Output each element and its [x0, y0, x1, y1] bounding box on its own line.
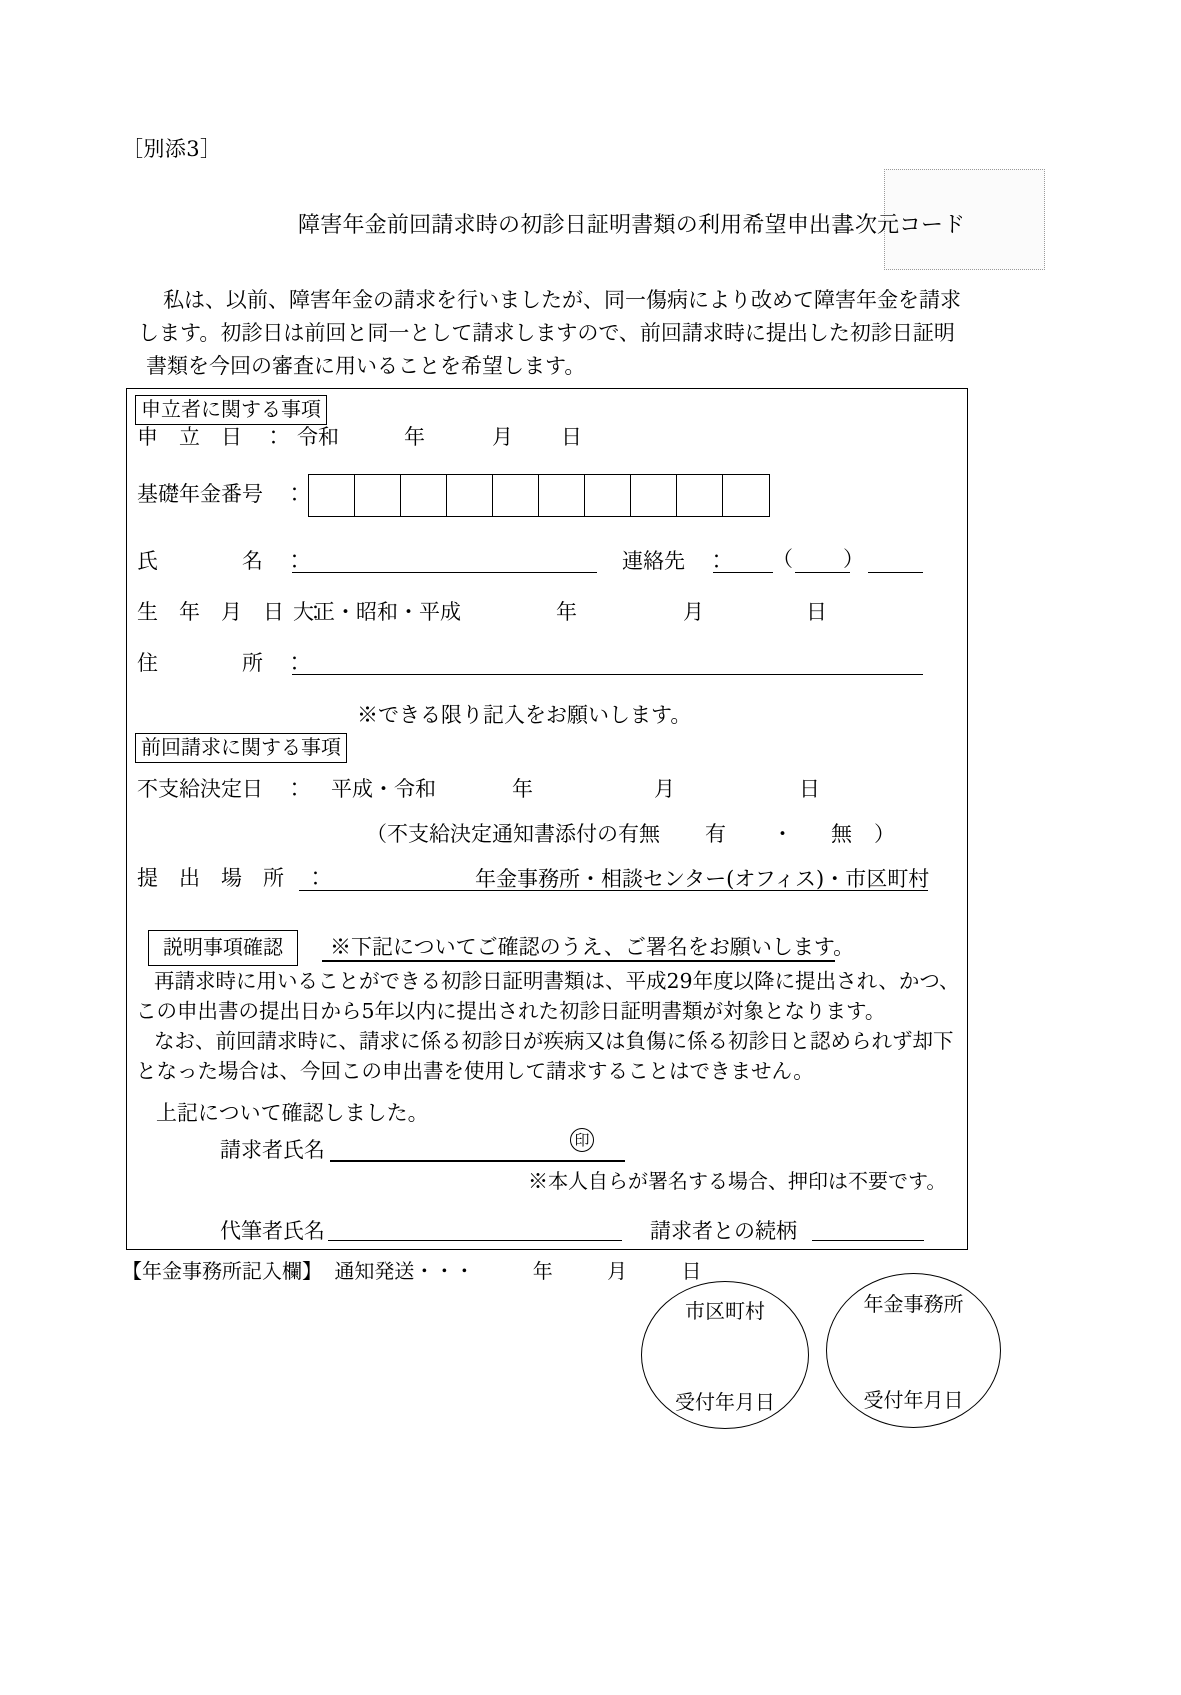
proxy-name-rule[interactable]: [328, 1240, 622, 1241]
intro-line-3: 書類を今回の審査に用いることを希望します。: [146, 354, 586, 378]
office-month-unit: 月: [607, 1259, 628, 1283]
office-use-row: [122, 1255, 701, 1284]
stamp-city-title: 市区町村: [685, 1299, 765, 1323]
pension-number-cell[interactable]: [401, 475, 447, 516]
stamp-area-pension-office: [826, 1273, 1001, 1428]
notice-attached-text-close: ）: [874, 822, 895, 846]
pension-number-input-grid[interactable]: [308, 474, 770, 517]
page-title: 障害年金前回請求時の初診日証明書類の利用希望申出書: [298, 213, 854, 238]
fill-in-note: ※できる限り記入をお願いします。: [357, 703, 692, 727]
section-heading-applicant: 申立者に関する事項: [135, 395, 327, 425]
birthdate-day-unit: 日: [806, 600, 827, 624]
confirmation-heading: ※下記についてご確認のうえ、ご署名をお願いします。: [330, 935, 855, 959]
notice-attached-no[interactable]: 無: [831, 822, 852, 846]
acknowledgement-text: 上記について確認しました。: [156, 1101, 429, 1125]
intro-line-1: 私は、以前、障害年金の請求を行いましたが、同一傷病により改めて障害年金を請求: [163, 288, 961, 312]
contact-paren-open: （: [772, 547, 793, 571]
notice-attached-yes[interactable]: 有: [705, 822, 726, 846]
submission-place-label: 提 出 場 所 ：: [137, 866, 326, 890]
filing-date-year-unit: 年: [404, 425, 425, 449]
denial-date-label: 不支給決定日 ：: [137, 777, 305, 801]
pension-number-cell[interactable]: [447, 475, 493, 516]
contact-label: 連絡先 ：: [622, 549, 727, 573]
name-input-rule[interactable]: [292, 572, 597, 573]
address-input-rule[interactable]: [292, 674, 923, 675]
stamp-office-title: 年金事務所: [863, 1292, 964, 1316]
name-label: 氏 名 ：: [137, 549, 305, 573]
section-heading-previous-claim: 前回請求に関する事項: [135, 733, 347, 763]
denial-date-day-unit: 日: [799, 777, 820, 801]
pension-number-cell[interactable]: [493, 475, 539, 516]
contact-input-rule-2[interactable]: [795, 572, 850, 573]
intro-paragraph: [130, 284, 970, 383]
explanation-p1-line2: この申出書の提出日から5年以内に提出された初診日証明書類が対象となります。: [136, 999, 886, 1023]
contact-input-rule-3[interactable]: [868, 572, 923, 573]
pension-number-cell[interactable]: [309, 475, 355, 516]
birthdate-label: 生 年 月 日 ：: [137, 600, 326, 624]
seal-icon: 印: [570, 1128, 594, 1152]
filing-date-era: 令和: [297, 425, 339, 449]
pension-number-cell[interactable]: [585, 475, 631, 516]
intro-line-2: します。初診日は前回と同一として請求しますので、前回請求時に提出した初診日証明: [138, 321, 955, 345]
proxy-name-label: 代筆者氏名: [220, 1219, 325, 1243]
pension-number-label: 基礎年金番号 ：: [137, 482, 305, 506]
office-day-unit: 日: [681, 1259, 702, 1283]
stamp-office-date-label: 受付年月日: [863, 1388, 964, 1412]
relation-label: 請求者との続柄: [650, 1219, 797, 1243]
explanation-p1-line1: 再請求時に用いることができる初診日証明書類は、平成29年度以降に提出され、かつ、: [154, 969, 960, 993]
confirmation-heading-underline: [322, 960, 835, 962]
address-label: 住 所 ：: [137, 651, 305, 675]
denial-date-year-unit: 年: [512, 777, 533, 801]
filing-date-month-unit: 月: [492, 425, 513, 449]
claimant-name-label: 請求者氏名: [220, 1138, 325, 1162]
contact-paren-close: ）: [843, 547, 864, 571]
pension-number-cell[interactable]: [539, 475, 585, 516]
birthdate-month-unit: 月: [683, 600, 704, 624]
denial-date-era-options[interactable]: 平成・令和: [331, 777, 436, 801]
pension-number-cell[interactable]: [355, 475, 401, 516]
section-heading-confirmation: 説明事項確認: [148, 930, 298, 966]
pension-number-cell[interactable]: [631, 475, 677, 516]
submission-place-options[interactable]: 年金事務所・相談センター(オフィス)・市区町村: [475, 867, 930, 891]
explanation-p2-line1: なお、前回請求時に、請求に係る初診日が疾病又は負傷に係る初診日と認められず却下: [154, 1029, 954, 1053]
filing-date-label: 申 立 日 ：: [137, 425, 284, 449]
office-bracket-label: 【年金事務所記入欄】: [122, 1259, 322, 1283]
birthdate-era-options[interactable]: 大正・昭和・平成: [293, 600, 461, 624]
relation-rule[interactable]: [812, 1240, 924, 1241]
notice-attached-separator: ・: [772, 822, 793, 846]
pension-number-cell[interactable]: [723, 475, 769, 516]
two-dimensional-code-label: 二次元コード: [833, 213, 966, 238]
pension-number-cell[interactable]: [677, 475, 723, 516]
contact-input-rule-1[interactable]: [713, 572, 773, 573]
notice-sent-label: 通知発送・・・: [334, 1259, 475, 1283]
filing-date-day-unit: 日: [561, 425, 582, 449]
stamp-area-city: [641, 1281, 809, 1429]
office-year-unit: 年: [532, 1259, 553, 1283]
stamp-city-date-label: 受付年月日: [675, 1390, 775, 1414]
explanation-body: [136, 966, 966, 1086]
attachment-tag: ［別添3］: [122, 137, 222, 161]
birthdate-year-unit: 年: [556, 600, 577, 624]
claimant-name-rule[interactable]: [330, 1160, 625, 1162]
seal-note: ※本人自らが署名する場合、押印は不要です。: [528, 1169, 947, 1193]
denial-date-month-unit: 月: [654, 777, 675, 801]
notice-attached-text-open: （不支給決定通知書添付の有無: [366, 822, 660, 846]
explanation-p2-line2: となった場合は、今回この申出書を使用して請求することはできません。: [136, 1059, 814, 1083]
